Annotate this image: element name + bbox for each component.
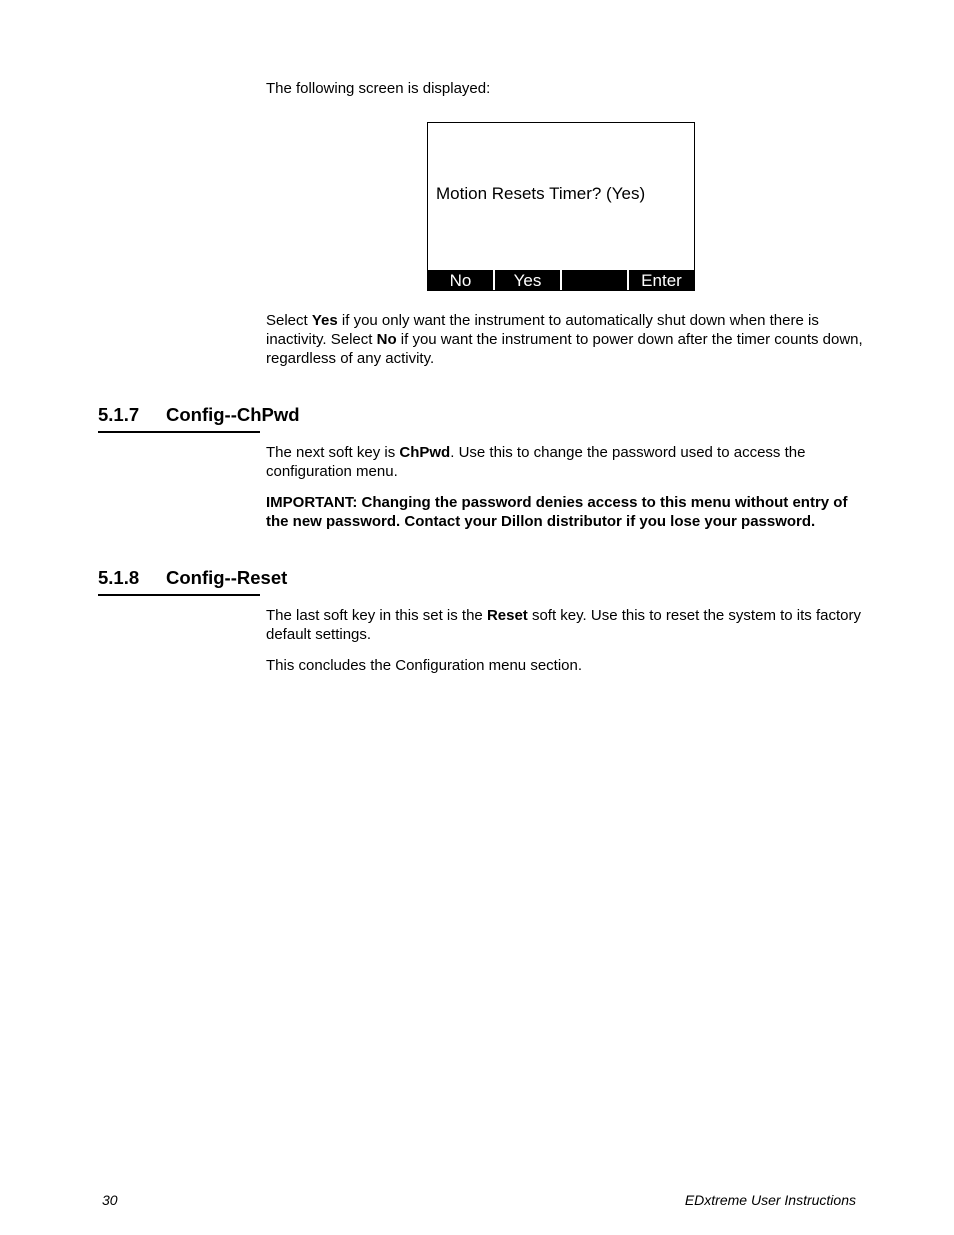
section-heading-reset bbox=[98, 567, 288, 596]
section-number: 5.1.7 bbox=[98, 404, 140, 425]
lcd-screen bbox=[427, 122, 695, 291]
important-note: IMPORTANT: Changing the password denies access to this menu without entry of the new password. Contact your Dillon distributor if you lose your password. bbox=[266, 494, 848, 530]
section-heading-chpwd bbox=[98, 404, 300, 433]
reset-paragraph: The last soft key in this set is the Reset soft key. Use this to reset the system to its factory default settings. bbox=[266, 607, 861, 643]
softkey-no: No bbox=[428, 270, 495, 290]
select-paragraph: Select Yes if you only want the instrument to automatically shut down when there is inactivity. Select No if you want the instrument to power down after the timer counts down, regardless of any activity. bbox=[266, 312, 863, 367]
softkey-yes: Yes bbox=[495, 270, 562, 290]
section-title: Config--Reset bbox=[166, 567, 288, 588]
chpwd-paragraph: The next soft key is ChPwd. Use this to change the password used to access the configuration menu. bbox=[266, 444, 806, 480]
footer-doc-title: EDxtreme User Instructions bbox=[684, 1192, 856, 1208]
softkey-enter: Enter bbox=[641, 271, 682, 290]
softkey-blank bbox=[562, 270, 629, 290]
page-number: 30 bbox=[102, 1192, 118, 1208]
lcd-message: Motion Resets Timer? (Yes) bbox=[436, 184, 646, 203]
section-title: Config--ChPwd bbox=[166, 404, 300, 425]
conclusion-paragraph: This concludes the Configuration menu section. bbox=[266, 657, 583, 674]
section-number: 5.1.8 bbox=[98, 567, 140, 588]
softkey-bar bbox=[428, 270, 694, 290]
intro-text: The following screen is displayed: bbox=[266, 80, 491, 97]
